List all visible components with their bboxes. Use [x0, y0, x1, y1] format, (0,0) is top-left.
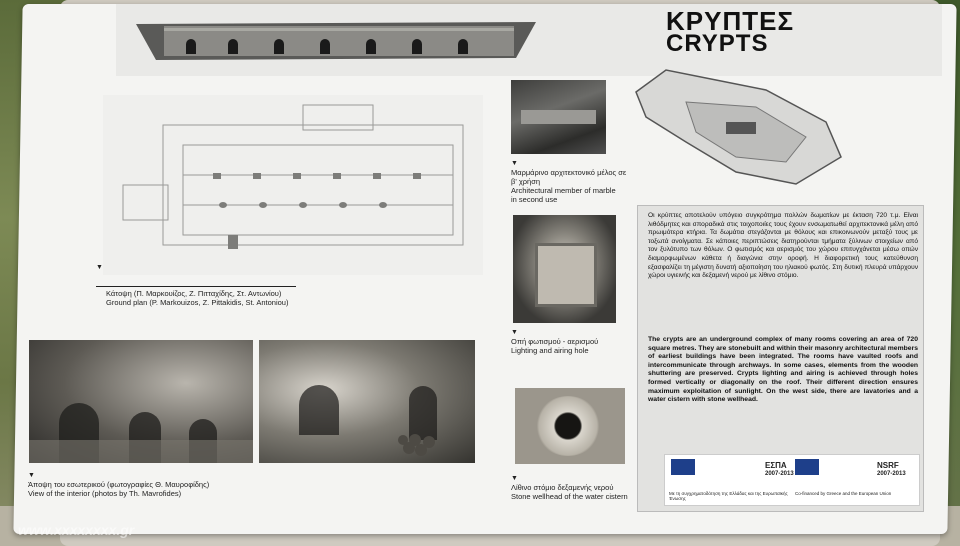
description-english: The crypts are an underground complex of many rooms covering an area of 720 square metres. They are stonebuilt and within their masonry architectural members of earliest buildings have been integrated. The rooms have vaulted roofs and intercommunicate through archways. In some cases, elements from the wooden shuttering are preserved. Crypts lighting and airing is achieved through holes formed vertically or diagonally on the roof. Their different direction ensures maximum exploitation of sunlight. On the west side, there are lavatories and a water cistern with stone wellhead.: [648, 336, 918, 404]
eu-flag-icon-2: [795, 459, 819, 475]
ground-plan-caption-greek: Κάτοψη (Π. Μαρκουίζος, Ζ. Πιτταχίδης, Στ. Αντωνίου): [106, 289, 282, 298]
eu-flag-icon: [671, 459, 695, 475]
wellhead-caption-english: Stone wellhead of the water cistern: [511, 492, 628, 501]
marble-member-photo: [511, 80, 606, 154]
lighting-hole-photo: [513, 215, 616, 323]
wellhead-caption: [511, 473, 641, 501]
footer-english: Co-financed by Greece and the European Union: [795, 491, 892, 496]
ground-plan-caption: [106, 289, 326, 307]
description-greek: Οι κρύπτες αποτελούν υπόγειο συγκρότημα πολλών δωματίων με έκταση 720 τ.μ. Είναι λιθόδμητες και σποραδικά στις τοιχοποιίες τους έχουν ενσωματωθεί αρχιτεκτονικά μέλη από πρωιμότερα κτήρια. Τα δωμάτια στεγάζονται με θόλους και επικοινωνούν μεταξύ τους με τοξωτά ανοίγματα. Σε κάποιες περιπτώσεις διατηρούνται τμήματα ξύλινων στοιχείων από τον ξυλότυπο των θόλων. Ο φωτισμός και αερισμός του χώρου επιτυγχάνεται μέσω οπών διαμορφωμένων κάθετα ή διαγώνια στην οροφή. Η διαφορετική τους κατεύθυνση εξασφαλίζει τη μέγιστη δυνατή αξιοποίηση του ηλιακού φωτός. Στη δυτική πλευρά υπάρχουν χώροι υγιεινής και δεξαμενή νερού με λίθινο στόμιο.: [648, 212, 918, 280]
ground-plan-drawing: [103, 95, 483, 275]
wellhead-caption-marker: ▼: [511, 475, 518, 482]
title-english: CRYPTS: [666, 30, 769, 57]
interior-caption-greek: Άποψη του εσωτερικού (φωτογραφίες Θ. Μαυροφίδης): [28, 480, 210, 489]
nsrf-logo: NSRF: [877, 461, 899, 470]
site-map-drawing: [626, 62, 848, 192]
espa-logo: ΕΣΠΑ: [765, 461, 787, 470]
interior-caption-english: View of the interior (photos by Th. Mavrofides): [28, 489, 182, 498]
interior-caption: [28, 470, 288, 498]
hole-caption-greek: Οπή φωτισμού - αερισμού: [511, 337, 599, 346]
marble-caption-greek: Μαρμάρινο αρχιτεκτονικό μέλος σε β' χρήση: [511, 168, 627, 186]
marble-caption-marker: ▼: [511, 160, 518, 167]
ground-plan-caption-marker: ▼: [96, 264, 103, 271]
hole-caption: [511, 327, 631, 355]
ground-plan-caption-english: Ground plan (P. Markouizos, Z. Pittakidis, St. Antoniou): [106, 298, 289, 307]
interior-photo-right: [259, 340, 475, 463]
ground-plan-rule: [96, 286, 296, 287]
crypt-elevation-drawing: [136, 18, 536, 64]
espa-years: 2007-2013: [765, 471, 794, 477]
footer-greek: Με τη συγχρηματοδότηση της Ελλάδας και της Ευρωπαϊκής Ένωσης: [669, 491, 788, 501]
funding-logos: [664, 454, 920, 506]
marble-caption-english-1: Architectural member of marble: [511, 186, 616, 195]
watermark: www.xxxxxxxx.gr: [18, 522, 135, 538]
marble-caption: [511, 158, 631, 204]
hole-caption-english: Lighting and airing hole: [511, 346, 589, 355]
title-greek: ΚΡΥΠΤΕΣ: [666, 6, 795, 36]
marble-caption-english-2: in second use: [511, 195, 558, 204]
wellhead-caption-greek: Λίθινο στόμιο δεξαμενής νερού: [511, 483, 614, 492]
nsrf-years: 2007-2013: [877, 471, 906, 477]
hole-caption-marker: ▼: [511, 329, 518, 336]
wellhead-photo: [515, 388, 625, 464]
interior-caption-marker: ▼: [28, 472, 35, 479]
interior-photo-left: [29, 340, 253, 463]
